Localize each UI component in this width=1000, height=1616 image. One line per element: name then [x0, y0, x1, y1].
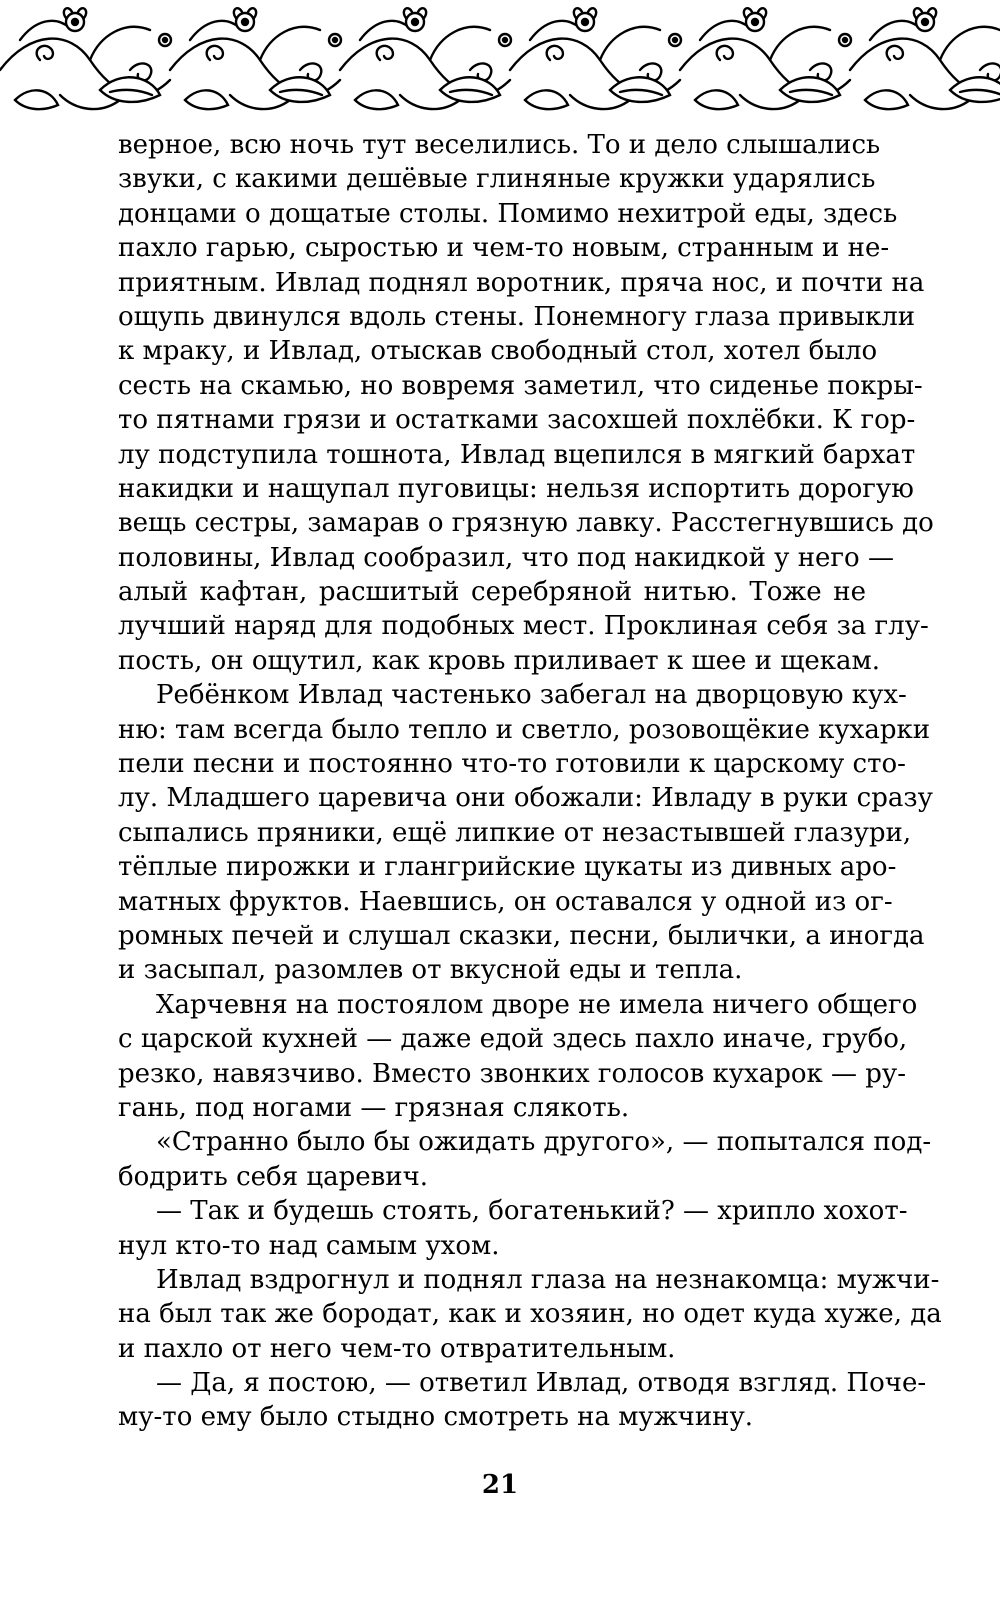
- text-line: пели песни и постоянно что-то готовили к царскому сто-: [118, 749, 906, 780]
- text-line: Харчевня на постоялом дворе не имела ничего общего: [156, 989, 918, 1020]
- text-line: ромных печей и слушал сказки, песни, былички, а иногда: [118, 920, 925, 951]
- text-line: сесть на скамью, но вовремя заметил, что сиденье покры-: [118, 370, 923, 401]
- text-line: звуки, с какими дешёвые глиняные кружки ударялись: [118, 164, 876, 195]
- text-line: резко, навязчиво. Вместо звонких голосов кухарок — ру-: [118, 1058, 906, 1089]
- text-line: — Так и будешь стоять, богатенький? — хрипло хохот-: [156, 1196, 908, 1227]
- text-line: к мраку, и Ивлад, отыскав свободный стол, хотел было: [118, 336, 878, 367]
- text-line: алый кафтан, расшитый серебряной нитью. Тоже не: [118, 577, 866, 608]
- text-line: с царской кухней — даже едой здесь пахло иначе, грубо,: [118, 1024, 908, 1055]
- text-line: Ивлад вздрогнул и поднял глаза на незнакомца: мужчи-: [156, 1264, 940, 1295]
- text-line: вещь сестры, замарав о грязную лавку. Расстегнувшись до: [118, 508, 934, 539]
- text-line: донцами о дощатые столы. Помимо нехитрой еды, здесь: [118, 198, 898, 229]
- text-line: матных фруктов. Наевшись, он оставался у одной из ог-: [118, 886, 893, 917]
- page-number: 21: [481, 1470, 519, 1500]
- text-line: и засыпал, разомлев от вкусной еды и тепла.: [118, 955, 743, 986]
- text-line: пость, он ощутил, как кровь приливает к шее и щекам.: [118, 645, 881, 676]
- text-line: верное, всю ночь тут веселились. То и дело слышались: [118, 130, 881, 160]
- text-line: лу. Младшего царевича они обожали: Ивладу в руки сразу: [118, 783, 933, 814]
- text-line: сыпались пряники, ещё липкие от незастывшей глазури,: [118, 817, 912, 848]
- text-line: пахло гарью, сыростью и чем-то новым, странным и не-: [118, 233, 890, 264]
- text-line: бодрить себя царевич.: [118, 1161, 429, 1192]
- text-line: на был так же бородат, как и хозяин, но одет куда хуже, да: [118, 1299, 942, 1330]
- text-line: половины, Ивлад сообразил, что под накидкой у него —: [118, 542, 894, 573]
- text-line: Ребёнком Ивлад частенько забегал на дворцовую кух-: [156, 680, 907, 711]
- text-line: приятным. Ивлад поднял воротник, пряча нос, и почти на: [118, 267, 925, 298]
- text-line: ощупь двинулся вдоль стены. Понемногу глаза привыкли: [118, 301, 916, 332]
- text-line: ню: там всегда было тепло и светло, розовощёкие кухарки: [118, 714, 931, 745]
- text-line: «Странно было бы ожидать другого», — попытался под-: [156, 1127, 932, 1158]
- body-text: [118, 128, 942, 1435]
- floral-ornament-header: [0, 0, 1000, 132]
- text-line: лу подступила тошнота, Ивлад вцепился в мягкий бархат: [118, 439, 916, 470]
- text-line: тёплые пирожки и глангрийские цукаты из дивных аро-: [118, 852, 897, 883]
- text-line: и пахло от него чем-то отвратительным.: [118, 1333, 676, 1364]
- text-line: лучший наряд для подобных мест. Проклиная себя за глу-: [118, 611, 929, 642]
- text-line: му-то ему было стыдно смотреть на мужчину.: [118, 1402, 754, 1433]
- text-line: гань, под ногами — грязная слякоть.: [118, 1092, 630, 1123]
- text-line: накидки и нащупал пуговицы: нельзя испортить дорогую: [118, 473, 914, 504]
- text-line: — Да, я постою, — ответил Ивлад, отводя взгляд. Поче-: [156, 1368, 927, 1399]
- text-line: то пятнами грязи и остатками засохшей похлёбки. К гор-: [118, 405, 916, 436]
- text-line: нул кто-то над самым ухом.: [118, 1230, 500, 1261]
